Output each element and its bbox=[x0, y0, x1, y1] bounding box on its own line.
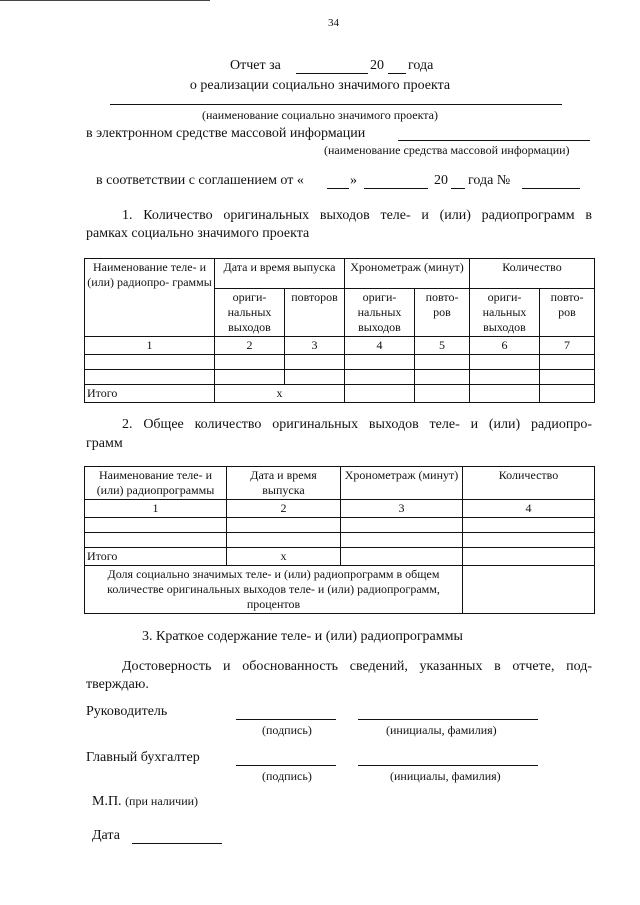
agreement-year-blank bbox=[451, 188, 465, 189]
section1-table bbox=[84, 258, 595, 403]
header-program-name: Наименование теле- и (или) радиопрограммы bbox=[85, 467, 227, 500]
table-number-row bbox=[85, 500, 595, 518]
report-subtitle: о реализации социально значимого проекта bbox=[189, 78, 451, 93]
head-name-blank bbox=[358, 719, 538, 720]
agreement-number-blank bbox=[522, 188, 580, 189]
share-label: Доля социально значимых теле- и (или) радиопрограмм в общем количестве оригинальных выходов теле- и (или) радиопрограмм, процентов bbox=[85, 566, 463, 614]
agreement-year: 20 bbox=[434, 173, 448, 188]
subheader-count-original: ориги- нальных выходов bbox=[470, 289, 540, 337]
column-number: 2 bbox=[227, 500, 341, 518]
column-number: 1 bbox=[85, 337, 215, 355]
subheader-date-original: ориги- нальных выходов bbox=[215, 289, 285, 337]
accountant-name-blank bbox=[358, 765, 538, 766]
year-blank bbox=[388, 73, 406, 74]
column-number: 4 bbox=[463, 500, 595, 518]
head-name-caption: (инициалы, фамилия) bbox=[386, 723, 497, 737]
share-row bbox=[85, 566, 595, 614]
media-label: в электронном средстве массовой информации bbox=[86, 126, 366, 141]
title-suffix: года bbox=[408, 58, 434, 73]
header-count: Количество bbox=[463, 467, 595, 500]
report-title bbox=[230, 58, 470, 78]
column-number: 6 bbox=[470, 337, 540, 355]
section1-heading-line1: 1. Количество оригинальных выходов теле- и (или) радиопрограмм в bbox=[122, 208, 592, 223]
agreement-prefix: в соответствии с соглашением от « bbox=[96, 173, 304, 188]
project-caption: (наименование социально значимого проекта) bbox=[202, 108, 438, 122]
section2-table bbox=[84, 466, 595, 614]
agreement-month-blank bbox=[364, 188, 428, 189]
accountant-signature-caption: (подпись) bbox=[262, 769, 312, 783]
table-number-row bbox=[85, 337, 595, 355]
column-number: 2 bbox=[215, 337, 285, 355]
agreement-suffix: года № bbox=[468, 173, 511, 188]
media-caption: (наименование средства массовой информации) bbox=[324, 143, 570, 157]
accountant-signature-blank bbox=[236, 765, 336, 766]
section2-heading-line1: 2. Общее количество оригинальных выходов теле- и (или) радиопро- bbox=[122, 417, 592, 432]
section2-heading-line2: грамм bbox=[86, 436, 123, 451]
header-timing: Хронометраж (минут) bbox=[341, 467, 463, 500]
column-number: 3 bbox=[341, 500, 463, 518]
total-label: Итого bbox=[85, 548, 227, 566]
top-rule bbox=[0, 0, 210, 1]
head-signature-caption: (подпись) bbox=[262, 723, 312, 737]
agreement-line bbox=[96, 173, 596, 193]
subheader-timing-repeat: повто- ров bbox=[415, 289, 470, 337]
total-mark: х bbox=[215, 385, 345, 403]
certification-line2: тверждаю. bbox=[86, 677, 149, 692]
certification-line1: Достоверность и обоснованность сведений, указанных в отчете, под- bbox=[122, 659, 592, 674]
subheader-count-repeat: повто- ров bbox=[540, 289, 595, 337]
project-name-blank bbox=[110, 104, 562, 105]
header-count: Количество bbox=[470, 259, 595, 289]
subheader-timing-original: ориги- нальных выходов bbox=[345, 289, 415, 337]
header-release-date: Дата и время выпуска bbox=[227, 467, 341, 500]
title-prefix: Отчет за bbox=[230, 58, 281, 73]
table-row bbox=[85, 518, 595, 533]
title-year: 20 bbox=[370, 58, 384, 73]
total-row bbox=[85, 385, 595, 403]
column-number: 3 bbox=[285, 337, 345, 355]
column-number: 4 bbox=[345, 337, 415, 355]
seal-label: М.П. bbox=[92, 794, 122, 809]
total-row bbox=[85, 548, 595, 566]
header-program-name: Наименование теле- и (или) радиопро- граммы bbox=[85, 259, 215, 337]
agreement-quote-close: » bbox=[350, 173, 357, 188]
accountant-label: Главный бухгалтер bbox=[86, 750, 200, 765]
subheader-date-repeat: повторов bbox=[285, 289, 345, 337]
table-row bbox=[85, 355, 595, 370]
head-label: Руководитель bbox=[86, 704, 168, 719]
column-number: 5 bbox=[415, 337, 470, 355]
total-label: Итого bbox=[85, 385, 215, 403]
header-timing: Хронометраж (минут) bbox=[345, 259, 470, 289]
column-number: 1 bbox=[85, 500, 227, 518]
section3-heading: 3. Краткое содержание теле- и (или) радиопрограммы bbox=[142, 629, 463, 644]
total-mark: х bbox=[227, 548, 341, 566]
head-signature-blank bbox=[236, 719, 336, 720]
section1-heading-line2: рамках социально значимого проекта bbox=[86, 226, 310, 241]
seal-note: (при наличии) bbox=[125, 794, 199, 808]
accountant-name-caption: (инициалы, фамилия) bbox=[390, 769, 501, 783]
header-release-date: Дата и время выпуска bbox=[215, 259, 345, 289]
page-number: 34 bbox=[328, 17, 339, 29]
agreement-day-blank bbox=[327, 188, 349, 189]
column-number: 7 bbox=[540, 337, 595, 355]
seal-line bbox=[92, 794, 198, 810]
date-blank bbox=[132, 843, 222, 844]
date-label: Дата bbox=[92, 828, 120, 843]
period-blank bbox=[296, 73, 368, 74]
table-row bbox=[85, 533, 595, 548]
table-row bbox=[85, 370, 595, 385]
media-name-blank bbox=[398, 140, 590, 141]
